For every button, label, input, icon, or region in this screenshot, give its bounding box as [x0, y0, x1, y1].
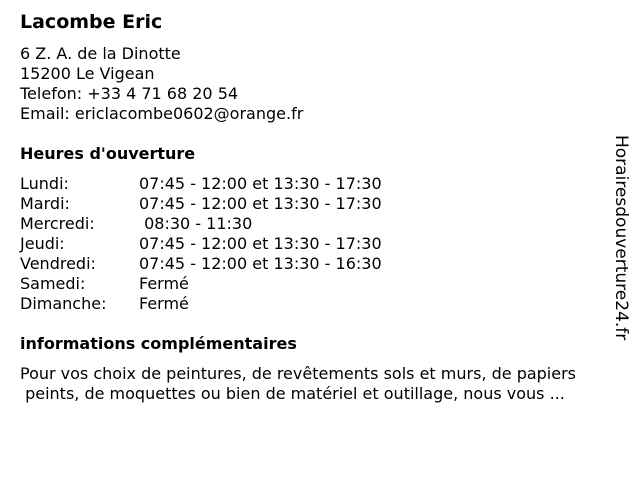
watermark-text: Horairesdouverture24.fr [611, 135, 631, 341]
email-address[interactable]: ericlacombe0602@orange.fr [74, 104, 304, 123]
email-line [20, 104, 303, 124]
hours-day: Mardi: [20, 194, 70, 213]
phone-line [20, 84, 303, 104]
hours-heading: Heures d'ouverture [20, 144, 196, 163]
hours-time: 07:45 - 12:00 et 13:30 - 17:30 [139, 234, 382, 253]
hours-day: Samedi: [20, 274, 86, 293]
phone-number[interactable]: +33 4 71 68 20 54 [87, 84, 239, 103]
hours-day: Vendredi: [20, 254, 96, 273]
info-heading: informations complémentaires [20, 334, 297, 353]
hours-time: 07:45 - 12:00 et 13:30 - 17:30 [139, 194, 382, 213]
hours-day: Lundi: [20, 174, 69, 193]
hours-time: 08:30 - 11:30 [139, 214, 253, 233]
info-description: Pour vos choix de peintures, de revêtements sols et murs, de papiers peints, de moquettes ou bien de matériel et outillage, nous vous ... [20, 364, 577, 403]
hours-day: Jeudi: [20, 234, 65, 253]
hours-day: Dimanche: [20, 294, 107, 313]
address-line-city: 15200 Le Vigean [20, 64, 155, 83]
hours-time: Fermé [139, 294, 189, 313]
hours-day: Mercredi: [20, 214, 95, 233]
business-name: Lacombe Eric [20, 11, 163, 33]
email-label: Email: [20, 104, 70, 123]
site-watermark [609, 135, 633, 345]
hours-time: 07:45 - 12:00 et 13:30 - 17:30 [139, 174, 382, 193]
contact-block [20, 44, 303, 124]
hours-time: 07:45 - 12:00 et 13:30 - 16:30 [139, 254, 382, 273]
phone-label: Telefon: [20, 84, 83, 103]
address-line-street: 6 Z. A. de la Dinotte [20, 44, 181, 63]
hours-time: Fermé [139, 274, 189, 293]
